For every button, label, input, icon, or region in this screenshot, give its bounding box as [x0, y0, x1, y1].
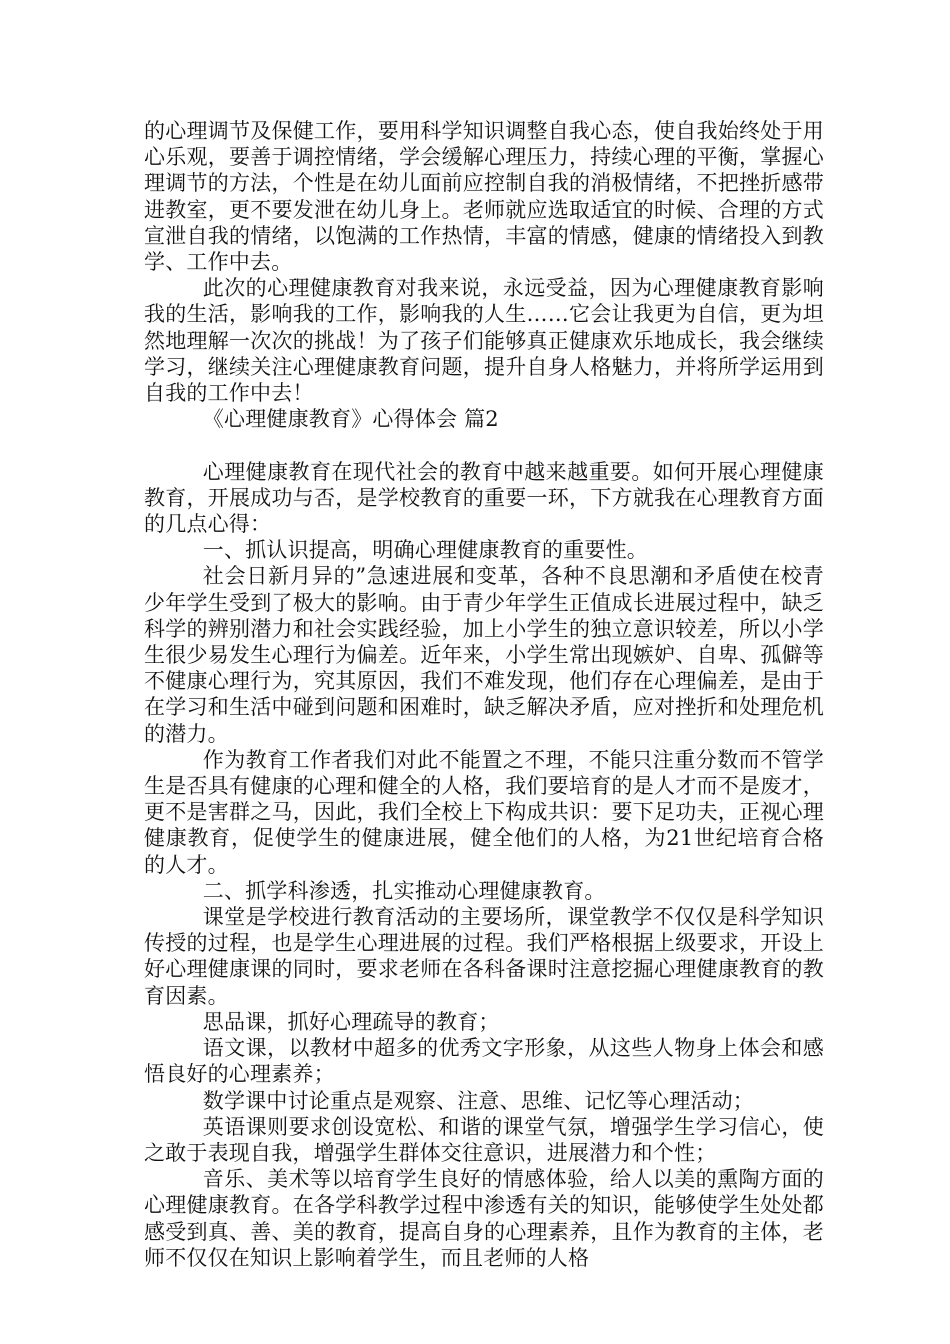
paragraph: 数学课中讨论重点是观察、注意、思维、记忆等心理活动； — [202, 1088, 754, 1113]
paragraph: 作为教育工作者我们对此不能置之不理，不能只注重分数而不管学生是否具有健康的心理和健全的人格，我们要培育的是人才而不是废才，更不是害群之马，因此，我们全校上下构成共识：要下足功夫，正视心理健康教育，促使学生的健康进展，健全他们的人格，为21世纪培育合格的人才。 — [144, 747, 824, 877]
paragraph: 社会日新月异的”急速进展和变革，各种不良思潮和矛盾使在校青少年学生受到了极大的影响。由于青少年学生正值成长进展过程中，缺乏科学的辨别潜力和社会实践经验，加上小学生的独立意识较差，所以小学生很少易发生心理行为偏差。近年来，小学生常出现嫉妒、自卑、孤僻等不健康心理行为，究其原因，我们不难发现，他们存在心理偏差，是由于在学习和生活中碰到问题和困难时，缺乏解决矛盾，应对挫折和处理危机的潜力。 — [144, 564, 824, 746]
paragraph: 此次的心理健康教育对我来说，永远受益，因为心理健康教育影响我的生活，影响我的工作，影响我的人生……它会让我更为自信，更为坦然地理解一次次的挑战！为了孩子们能够真正健康欢乐地成长，我会继续学习，继续关注心理健康教育问题，提升自身人格魅力，并将所学运用到自我的工作中去！ — [144, 276, 824, 406]
paragraph: 语文课，以教材中超多的优秀文字形象，从这些人物身上体会和感悟良好的心理素养； — [144, 1036, 824, 1087]
document-body — [144, 118, 824, 1271]
paragraph-subheading: 一、抓认识提高，明确心理健康教育的重要性。 — [202, 538, 648, 563]
section-heading: 《心理健康教育》心得体会 篇2 — [202, 407, 499, 432]
paragraph: 心理健康教育在现代社会的教育中越来越重要。如何开展心理健康教育，开展成功与否，是学校教育的重要一环，下方就我在心理教育方面的几点心得： — [144, 459, 824, 537]
paragraph: 思品课，抓好心理疏导的教育； — [202, 1009, 500, 1034]
paragraph-continuation: 的心理调节及保健工作，要用科学知识调整自我心态，使自我始终处于用心乐观，要善于调控情绪，学会缓解心理压力，持续心理的平衡，掌握心理调节的方法，个性是在幼儿面前应控制自我的消极情绪，不把挫折感带进教室，更不要发泄在幼儿身上。老师就应选取适宜的时候、合理的方式宣泄自我的情绪，以饱满的工作热情，丰富的情感，健康的情绪投入到教学、工作中去。 — [144, 119, 824, 275]
blank-line — [144, 432, 824, 458]
paragraph: 音乐、美术等以培育学生良好的情感体验，给人以美的熏陶方面的心理健康教育。在各学科教学过程中渗透有关的知识，能够使学生处处都感受到真、善、美的教育，提高自身的心理素养，且作为教育的主体，老师不仅仅在知识上影响着学生，而且老师的人格 — [144, 1167, 824, 1270]
paragraph-subheading: 二、抓学科渗透，扎实推动心理健康教育。 — [202, 878, 606, 903]
paragraph: 课堂是学校进行教育活动的主要场所，课堂教学不仅仅是科学知识传授的过程，也是学生心理进展的过程。我们严格根据上级要求，开设上好心理健康课的同时，要求老师在各科备课时注意挖掘心理健康教育的教育因素。 — [144, 905, 824, 1008]
paragraph: 英语课则要求创设宽松、和谐的课堂气氛，增强学生学习信心，使之敢于表现自我，增强学生群体交往意识，进展潜力和个性； — [144, 1114, 824, 1165]
